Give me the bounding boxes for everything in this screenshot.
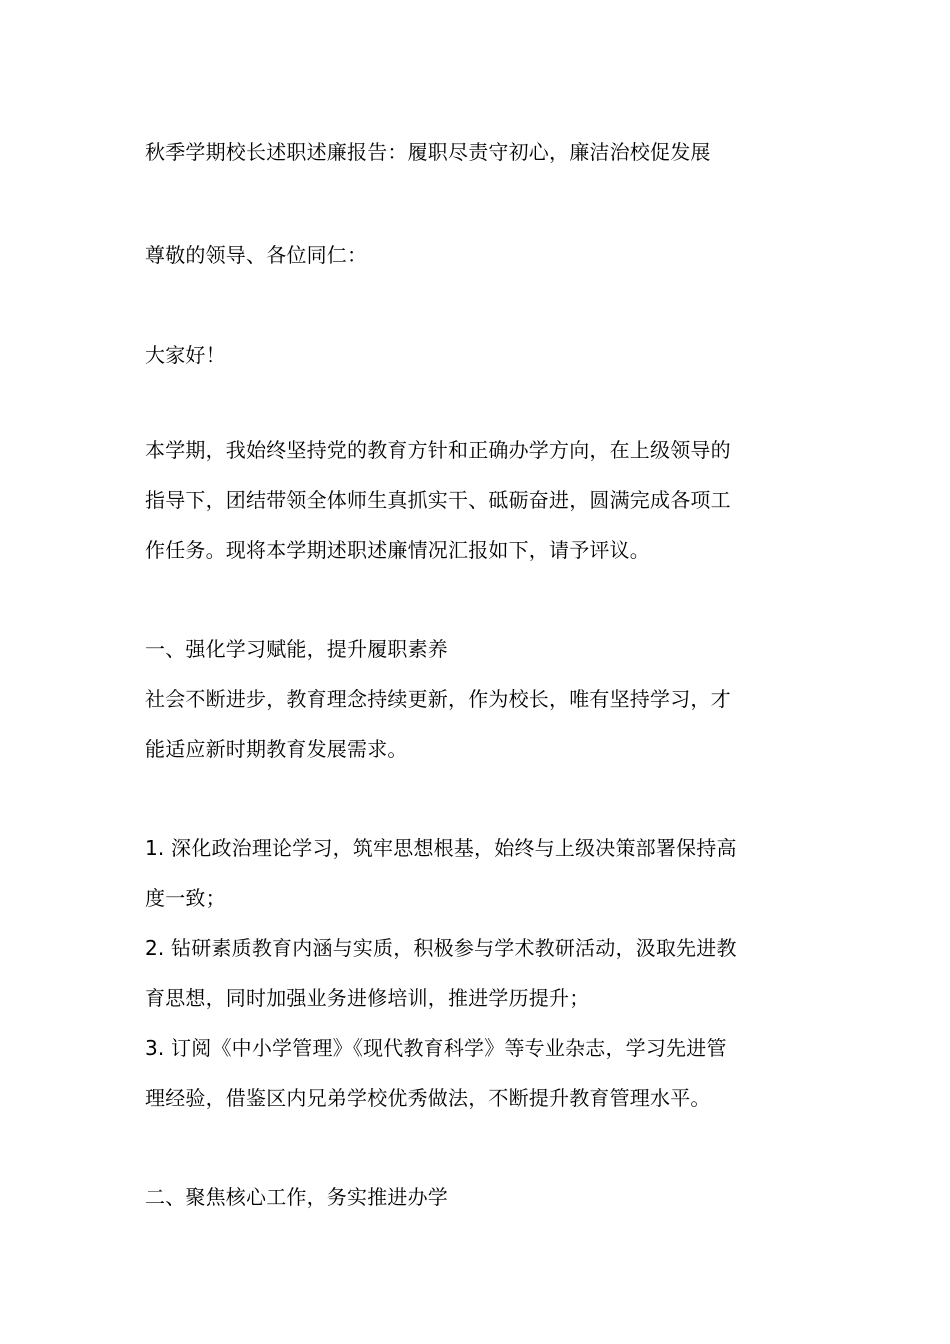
- list-item-1-line-1: 1. 深化政治理论学习，筑牢思想根基，始终与上级决策部署保持高: [145, 836, 737, 860]
- section1-paragraph-line-2: 能适应新时期教育发展需求。: [145, 737, 408, 761]
- intro-line-3: 作任务。现将本学期述职述廉情况汇报如下，请予评议。: [145, 538, 650, 562]
- section1-paragraph-line-1: 社会不断进步，教育理念持续更新，作为校长，唯有坚持学习，才: [145, 687, 731, 711]
- document-title: 秋季学期校长述职述廉报告：履职尽责守初心，廉洁治校促发展: [145, 140, 711, 164]
- list-item-1-line-2: 度一致；: [145, 886, 226, 910]
- section2-heading: 二、聚焦核心工作，务实推进办学: [145, 1185, 448, 1209]
- intro-line-2: 指导下，团结带领全体师生真抓实干、砥砺奋进，圆满完成各项工: [145, 488, 731, 512]
- list-item-3-line-2: 理经验，借鉴区内兄弟学校优秀做法，不断提升教育管理水平。: [145, 1086, 711, 1110]
- list-item-2-line-2: 育思想，同时加强业务进修培训，推进学历提升；: [145, 986, 590, 1010]
- section1-heading: 一、强化学习赋能，提升履职素养: [145, 637, 448, 661]
- list-item-2-line-1: 2. 钻研素质教育内涵与实质，积极参与学术教研活动，汲取先进教: [145, 936, 737, 960]
- intro-line-1: 本学期，我始终坚持党的教育方针和正确办学方向，在上级领导的: [145, 438, 731, 462]
- list-item-3-line-1: 3. 订阅《中小学管理》《现代教育科学》等专业杂志，学习先进管: [145, 1036, 727, 1060]
- greeting: 大家好！: [145, 343, 226, 367]
- salutation: 尊敬的领导、各位同仁：: [145, 243, 368, 267]
